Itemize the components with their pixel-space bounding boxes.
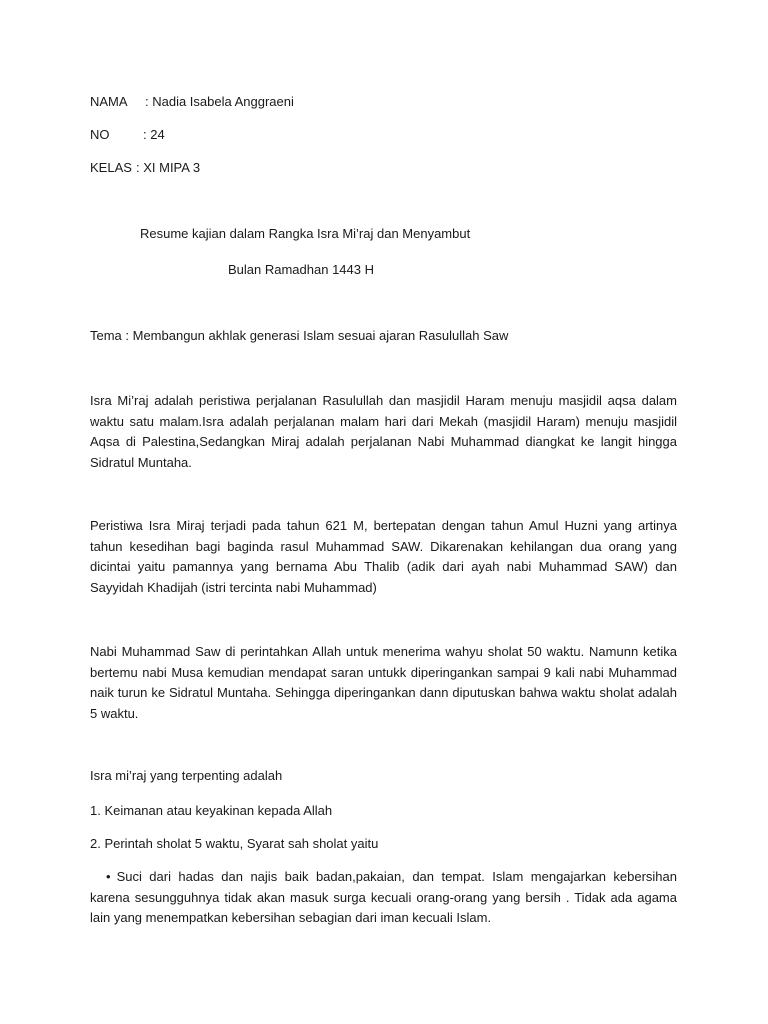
- paragraph-sholat-command: Nabi Muhammad Saw di perintahkan Allah untuk menerima wahyu sholat 50 waktu. Namunn ketika bertemu nabi Musa kemudian mendapat saran untukk diperingankan sampai 9 kali nabi Muhammad naik turun ke Sidratul Muntaha. Sehingga diperingankan dann diputuskan bahwa waktu sholat adalah 5 waktu.: [90, 644, 677, 721]
- important-item-2: 2. Perintah sholat 5 waktu, Syarat sah sholat yaitu: [90, 836, 379, 851]
- kelas-label: KELAS: [90, 160, 132, 175]
- bullet-item-text: Suci dari hadas dan najis baik badan,pakaian, dan tempat. Islam mengajarkan kebersihan karena sesungguhnya tidak akan masuk surga kecuali orang-orang yang bersih . Tidak ada agama lain yang menempatkan kebersihan sebagian dari iman kecuali Islam.: [90, 869, 677, 925]
- paragraph-isra-miraj-history: Peristiwa Isra Miraj terjadi pada tahun 621 M, bertepatan dengan tahun Amul Huzni yang artinya tahun kesedihan bagi baginda rasul Muhammad SAW. Dikarenakan kehilangan dua orang yang dicintai yaitu pamannya yang bernama Abu Thalib (adik dari ayah nabi Muhammad SAW) dan Sayyidah Khadijah (istri tercinta nabi Muhammad): [90, 518, 677, 595]
- important-heading: Isra mi’raj yang terpenting adalah: [90, 768, 283, 783]
- kelas-value: : XI MIPA 3: [136, 160, 201, 175]
- theme-line: Tema : Membangun akhlak generasi Islam sesuai ajaran Rasulullah Saw: [90, 328, 509, 343]
- no-value: : 24: [143, 127, 165, 142]
- bullet-icon: •: [106, 869, 111, 884]
- paragraph-isra-miraj-definition: Isra Mi’raj adalah peristiwa perjalanan Rasulullah dan masjidil Haram menuju masjidil aqsa dalam waktu satu malam.Isra adalah perjalanan malam hari dari Mekah (masjidil Haram) menuju masjidil Aqsa di Palestina,Sedangkan Miraj adalah perjalanan Nabi Muhammad diangkat ke langit hingga Sidratul Muntaha.: [90, 393, 677, 470]
- important-item-1: 1. Keimanan atau keyakinan kepada Allah: [90, 803, 333, 818]
- nama-label: NAMA: [90, 94, 128, 109]
- no-label: NO: [90, 127, 110, 142]
- title-line-1: Resume kajian dalam Rangka Isra Mi’raj dan Menyambut: [140, 226, 471, 241]
- nama-value: : Nadia Isabela Anggraeni: [145, 94, 294, 109]
- title-line-2: Bulan Ramadhan 1443 H: [228, 262, 374, 277]
- bullet-item-suci: [90, 867, 677, 929]
